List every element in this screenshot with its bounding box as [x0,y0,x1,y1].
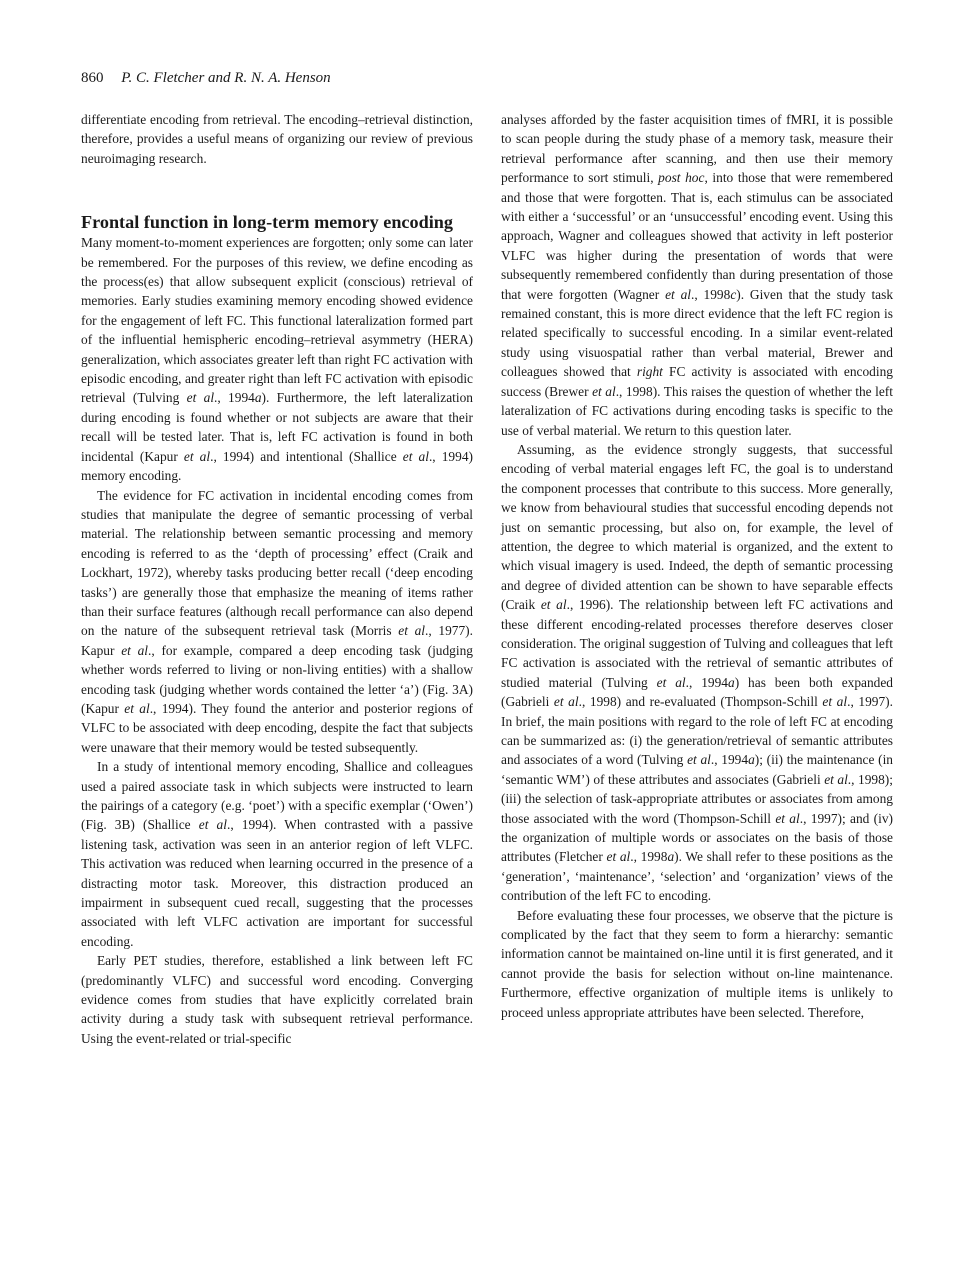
intro-paragraph: differentiate encoding from retrieval. The encoding–retrieval distinction, therefore, provides a useful means of organizing our review of previous neuroimaging research. [81,112,473,166]
section-heading: Frontal function in long-term memory encoding [81,212,453,233]
italic-span: a [254,390,262,406]
body-paragraph: Assuming, as the evidence strongly suggests, that successful encoding of verbal material engages left FC, the goal is to understand the component processes that contribute to this success. More generally, we know from behavioural studies that successful encoding depends not just on semantic processing, but also on, for example, the level of attention, the degree to which material is organized, and the extent to which visual imagery is used. Indeed, the depth of semantic processing and degree of divided attention can be shown to have separable effects (Craik et al., 1996). The relationship between left FC activations and these different encoding-related processes therefore deserves closer consideration. The original suggestion of Tulving and colleagues that left FC activation is associated with the retrieval of semantic attributes of studied material (Tulving et al., 1994a) has been both expanded (Gabrieli et al., 1998) and re-evaluated (Thompson-Schill et al., 1997). In brief, the main positions with regard to the role of left FC at encoding can be summarized as: (i) the generation/retrieval of semantic attributes and associates of a word (Tulving et al., 1994a); (ii) the maintenance (in ‘semantic WM’) of these attributes and associates (Gabrieli et al., 1998); (iii) the selection of task-appropriate attributes or associates from among those associated with the word (Thompson-Schill et al., 1997); and (iv) the organization of multiple words or associates on the basis of those attributes (Fletcher et al., 1998a). We shall refer to these positions as the ‘generation’, ‘maintenance’, ‘selection’ and ‘organization’ views of the contribution of the left FC to encoding. [501,441,894,904]
italic-span: et al [665,286,691,302]
italic-span: et al [592,383,616,399]
italic-span: et al [606,849,631,865]
italic-span: a [667,849,675,865]
italic-span: et al [186,390,215,406]
italic-span: post hoc [658,170,705,186]
italic-span: et al [775,810,800,826]
running-head-authors: P. C. Fletcher and R. N. A. Henson [121,70,331,86]
italic-span: c [730,286,737,302]
italic-span: et al [540,597,567,613]
italic-span: et al [183,448,211,464]
running-header [81,68,331,88]
right-column [501,110,893,1022]
italic-span: et al [398,623,426,639]
body-paragraph: analyses afforded by the faster acquisition times of fMRI, it is possible to scan people during the study phase of a memory task, measure their retrieval performance after scanning, and then use their memory performance to sort stimuli, post hoc, into those that were remembered and those that were forgotten. That is, each stimulus can be associated with either a ‘successful’ or an ‘unsuccessful’ encoding event. Using this approach, Wagner and colleagues showed that activity in left posterior VLFC was higher during the presentation of words that were subsequently remembered confidently than during presentation of those that were forgotten (Wagner et al., 1998c). Given that the study task remained constant, this is more direct evidence that the left FC region is related specifically to successful encoding. In a similar event-related study using visuospatial rather than verbal material, Brewer and colleagues showed that right FC activity is associated with encoding success (Brewer et al., 1998). This raises the question of whether the left lateralization of FC activations during encoding tasks is specific to the use of verbal material. We return to this question later. [501,112,894,438]
italic-span: et al [198,817,227,833]
italic-span: et al [656,674,686,690]
italic-span: et al [553,694,579,710]
page-number: 860 [81,70,104,86]
italic-span: a [728,674,735,690]
italic-span: a [748,752,755,768]
left-column [81,110,473,1048]
italic-span: et al [822,694,848,710]
body-paragraph: Before evaluating these four processes, we observe that the picture is complicated by the fact that they seem to form a hierarchy: semantic information cannot be maintained on-line until it is first generated, and it cannot provide the basis for selection without on-line maintenance. Furthermore, effective organization of multiple items is unlikely to proceed unless appropriate attributes have been selected. Therefore, [501,907,893,1020]
body-paragraph: In a study of intentional memory encoding, Shallice and colleagues used a paired associate task in which subjects were instructed to learn the pairings of a category (e.g. ‘poet’) with a specific exemplar (‘Owen’) (Fig. 3B) (Shallice et al., 1994). When contrasted with a passive listening task, activation was seen in an anterior region of left VLFC. This activation was reduced when learning occurred in the presence of a distracting motor task. Moreover, this distraction produced an impairment in subsequent cued recall, suggesting that the processes associated with left VLFC activation are important for successful encoding. [81,759,473,949]
italic-span: et al [687,752,711,768]
italic-span: right [636,364,663,380]
italic-span: et al [124,700,150,716]
body-paragraph: Many moment-to-moment experiences are forgotten; only some can later be remembered. For the purposes of this review, we define encoding as the process(es) that allow subsequent explicit (conscious) retrieval of memories. Early studies examining memory encoding showed evidence for the engagement of left FC. This functional lateralization formed part of the influential hemispheric encoding–retrieval asymmetry (HERA) generalization, which associates greater left than right FC activation with episodic encoding, and greater right than left FC activation with episodic retrieval (Tulving et al., 1994a). Furthermore, the left lateralization during encoding is found whether or not subjects are aware that their recall will be tested later. That is, left FC activation is found in both incidental (Kapur et al., 1994) and intentional (Shallice et al., 1994) memory encoding. [81,235,473,484]
italic-span: et al [824,771,848,787]
body-paragraph: Early PET studies, therefore, established a link between left FC (predominantly VLFC) and successful word encoding. Converging evidence comes from studies that have explicitly correlated brain activity during a study task with subsequent retrieval performance. Using the event-related or trial-specific [81,953,473,1046]
italic-span: et al [402,448,429,464]
body-paragraph: The evidence for FC activation in incidental encoding comes from studies that manipulate the degree of semantic processing of verbal material. The relationship between semantic processing and memory encoding is referred to as the ‘depth of processing’ effect (Craik and Lockhart, 1972), whereby tasks producing better recall (‘deep encoding tasks’) are generally those that emphasize the meaning of items rather than their surface features (although recall performance can also depend on the nature of the subsequent retrieval task (Morris et al., 1977). Kapur et al., for example, compared a deep encoding task (judging whether words referred to living or non-living entities) with a shallow encoding task (judging whether words contained the letter ‘a’) (Fig. 3A) (Kapur et al., 1994). They found the anterior and posterior regions of VLFC to be associated with deep encoding, despite the fact that subjects were unaware that their memory would be tested subsequently. [81,487,473,755]
italic-span: et al [121,642,149,658]
